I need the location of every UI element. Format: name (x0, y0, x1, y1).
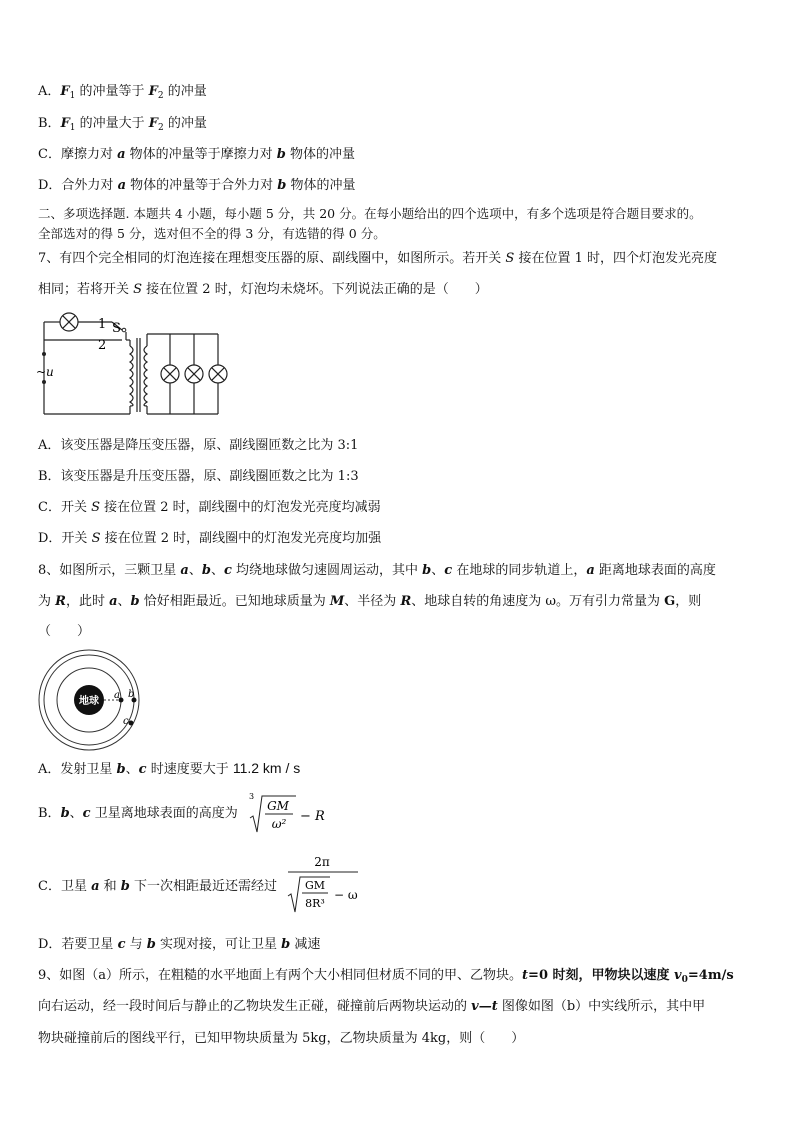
svg-text:− ω: − ω (334, 888, 358, 902)
q7-stem-line1: 7、有四个完全相同的灯泡连接在理想变压器的原、副线圈中，如图所示。若开关 S 接在位置 1 时，四个灯泡发光亮度 (38, 251, 717, 266)
earth-label: 地球 (79, 696, 99, 707)
q6-option-a: A．$F_1$ 的冲量等于 $F_2$ 的冲量 (38, 84, 207, 101)
svg-text:GM: GM (304, 879, 326, 892)
svg-text:GM: GM (267, 799, 289, 813)
q8-option-a: A．发射卫星 b、c 时速度要大于 11.2 km / s (38, 760, 301, 777)
satellite-c-label: c (123, 716, 129, 727)
q7-option-a: A．该变压器是降压变压器，原、副线圈匝数之比为 3:1 (38, 438, 359, 453)
q8-option-b-formula (244, 790, 324, 836)
q8-option-b: B．b、c 卫星离地球表面的高度为 (38, 806, 238, 821)
q8-option-c-formula (286, 852, 366, 918)
section2-line2: 全部选对的得 5 分，选对但不全的得 3 分，有选错的得 0 分。 (38, 226, 386, 241)
q6-option-b: B．$F_1$ 的冲量大于 $F_2$ 的冲量 (38, 116, 207, 133)
q7-option-d: D．开关 S 接在位置 2 时，副线圈中的灯泡发光亮度均加强 (38, 531, 382, 546)
satellite-c-icon (129, 721, 134, 726)
q8-stem-line2: 为 R，此时 a、b 恰好相距最近。已知地球质量为 M、半径为 R、地球自转的角速度为 ω。万有引力常量为 G，则 (38, 594, 702, 609)
q7-stem-line2: 相同；若将开关 S 接在位置 2 时，灯泡均未烧坏。下列说法正确的是（ ） (38, 282, 488, 297)
section2-line1: 二、多项选择题. 本题共 4 小题，每小题 5 分，共 20 分。在每小题给出的四个选项中，有多个选项是符合题目要求的。 (38, 206, 702, 221)
switch-s-label: S (112, 321, 121, 336)
satellite-b-label: b (128, 689, 135, 700)
svg-text:8R³: 8R³ (305, 897, 325, 910)
satellite-a-label: a (114, 690, 120, 701)
q9-stem-line2: 向右运动，经一段时间后与静止的乙物块发生正碰，碰撞前后两物块运动的 v—t 图像如图（b）中实线所示，其中甲 (38, 999, 706, 1014)
q9-stem-line1: 9、如图（a）所示，在粗糙的水平地面上有两个大小相同但材质不同的甲、乙物块。t=0 时刻，甲物块以速度 $v_0=4m/s$ (38, 968, 734, 985)
switch-position-1-label: 1 (98, 317, 107, 332)
q8-stem-line3: （ ） (38, 624, 91, 639)
q8-option-c: C．卫星 a 和 b 下一次相距最近还需经过 (38, 879, 278, 894)
switch-position-2-label: 2 (98, 338, 107, 353)
q7-option-c: C．开关 S 接在位置 2 时，副线圈中的灯泡发光亮度均减弱 (38, 500, 381, 515)
svg-text:2π: 2π (314, 855, 330, 869)
orbit-figure (37, 645, 147, 755)
svg-text:− R: − R (300, 809, 325, 824)
q6-option-d: D．合外力对 a 物体的冲量等于合外力对 b 物体的冲量 (38, 178, 356, 193)
q8-option-d: D．若要卫星 c 与 b 实现对接，可让卫星 b 减速 (38, 937, 321, 952)
q9-stem-line3: 物块碰撞前后的图线平行，已知甲物块质量为 5kg，乙物块质量为 4kg，则（ ） (38, 1031, 525, 1046)
source-u-label: ~u (36, 365, 54, 379)
q8-stem-line1: 8、如图所示，三颗卫星 a、b、c 均绕地球做匀速圆周运动，其中 b、c 在地球的同步轨道上，a 距离地球表面的高度 (38, 563, 716, 578)
q6-option-c: C．摩擦力对 a 物体的冲量等于摩擦力对 b 物体的冲量 (38, 147, 356, 162)
svg-text:ω²: ω² (271, 817, 287, 831)
svg-text:3: 3 (249, 792, 255, 801)
transformer-circuit-figure (38, 308, 238, 418)
q7-option-b: B．该变压器是升压变压器，原、副线圈匝数之比为 1:3 (38, 469, 359, 484)
